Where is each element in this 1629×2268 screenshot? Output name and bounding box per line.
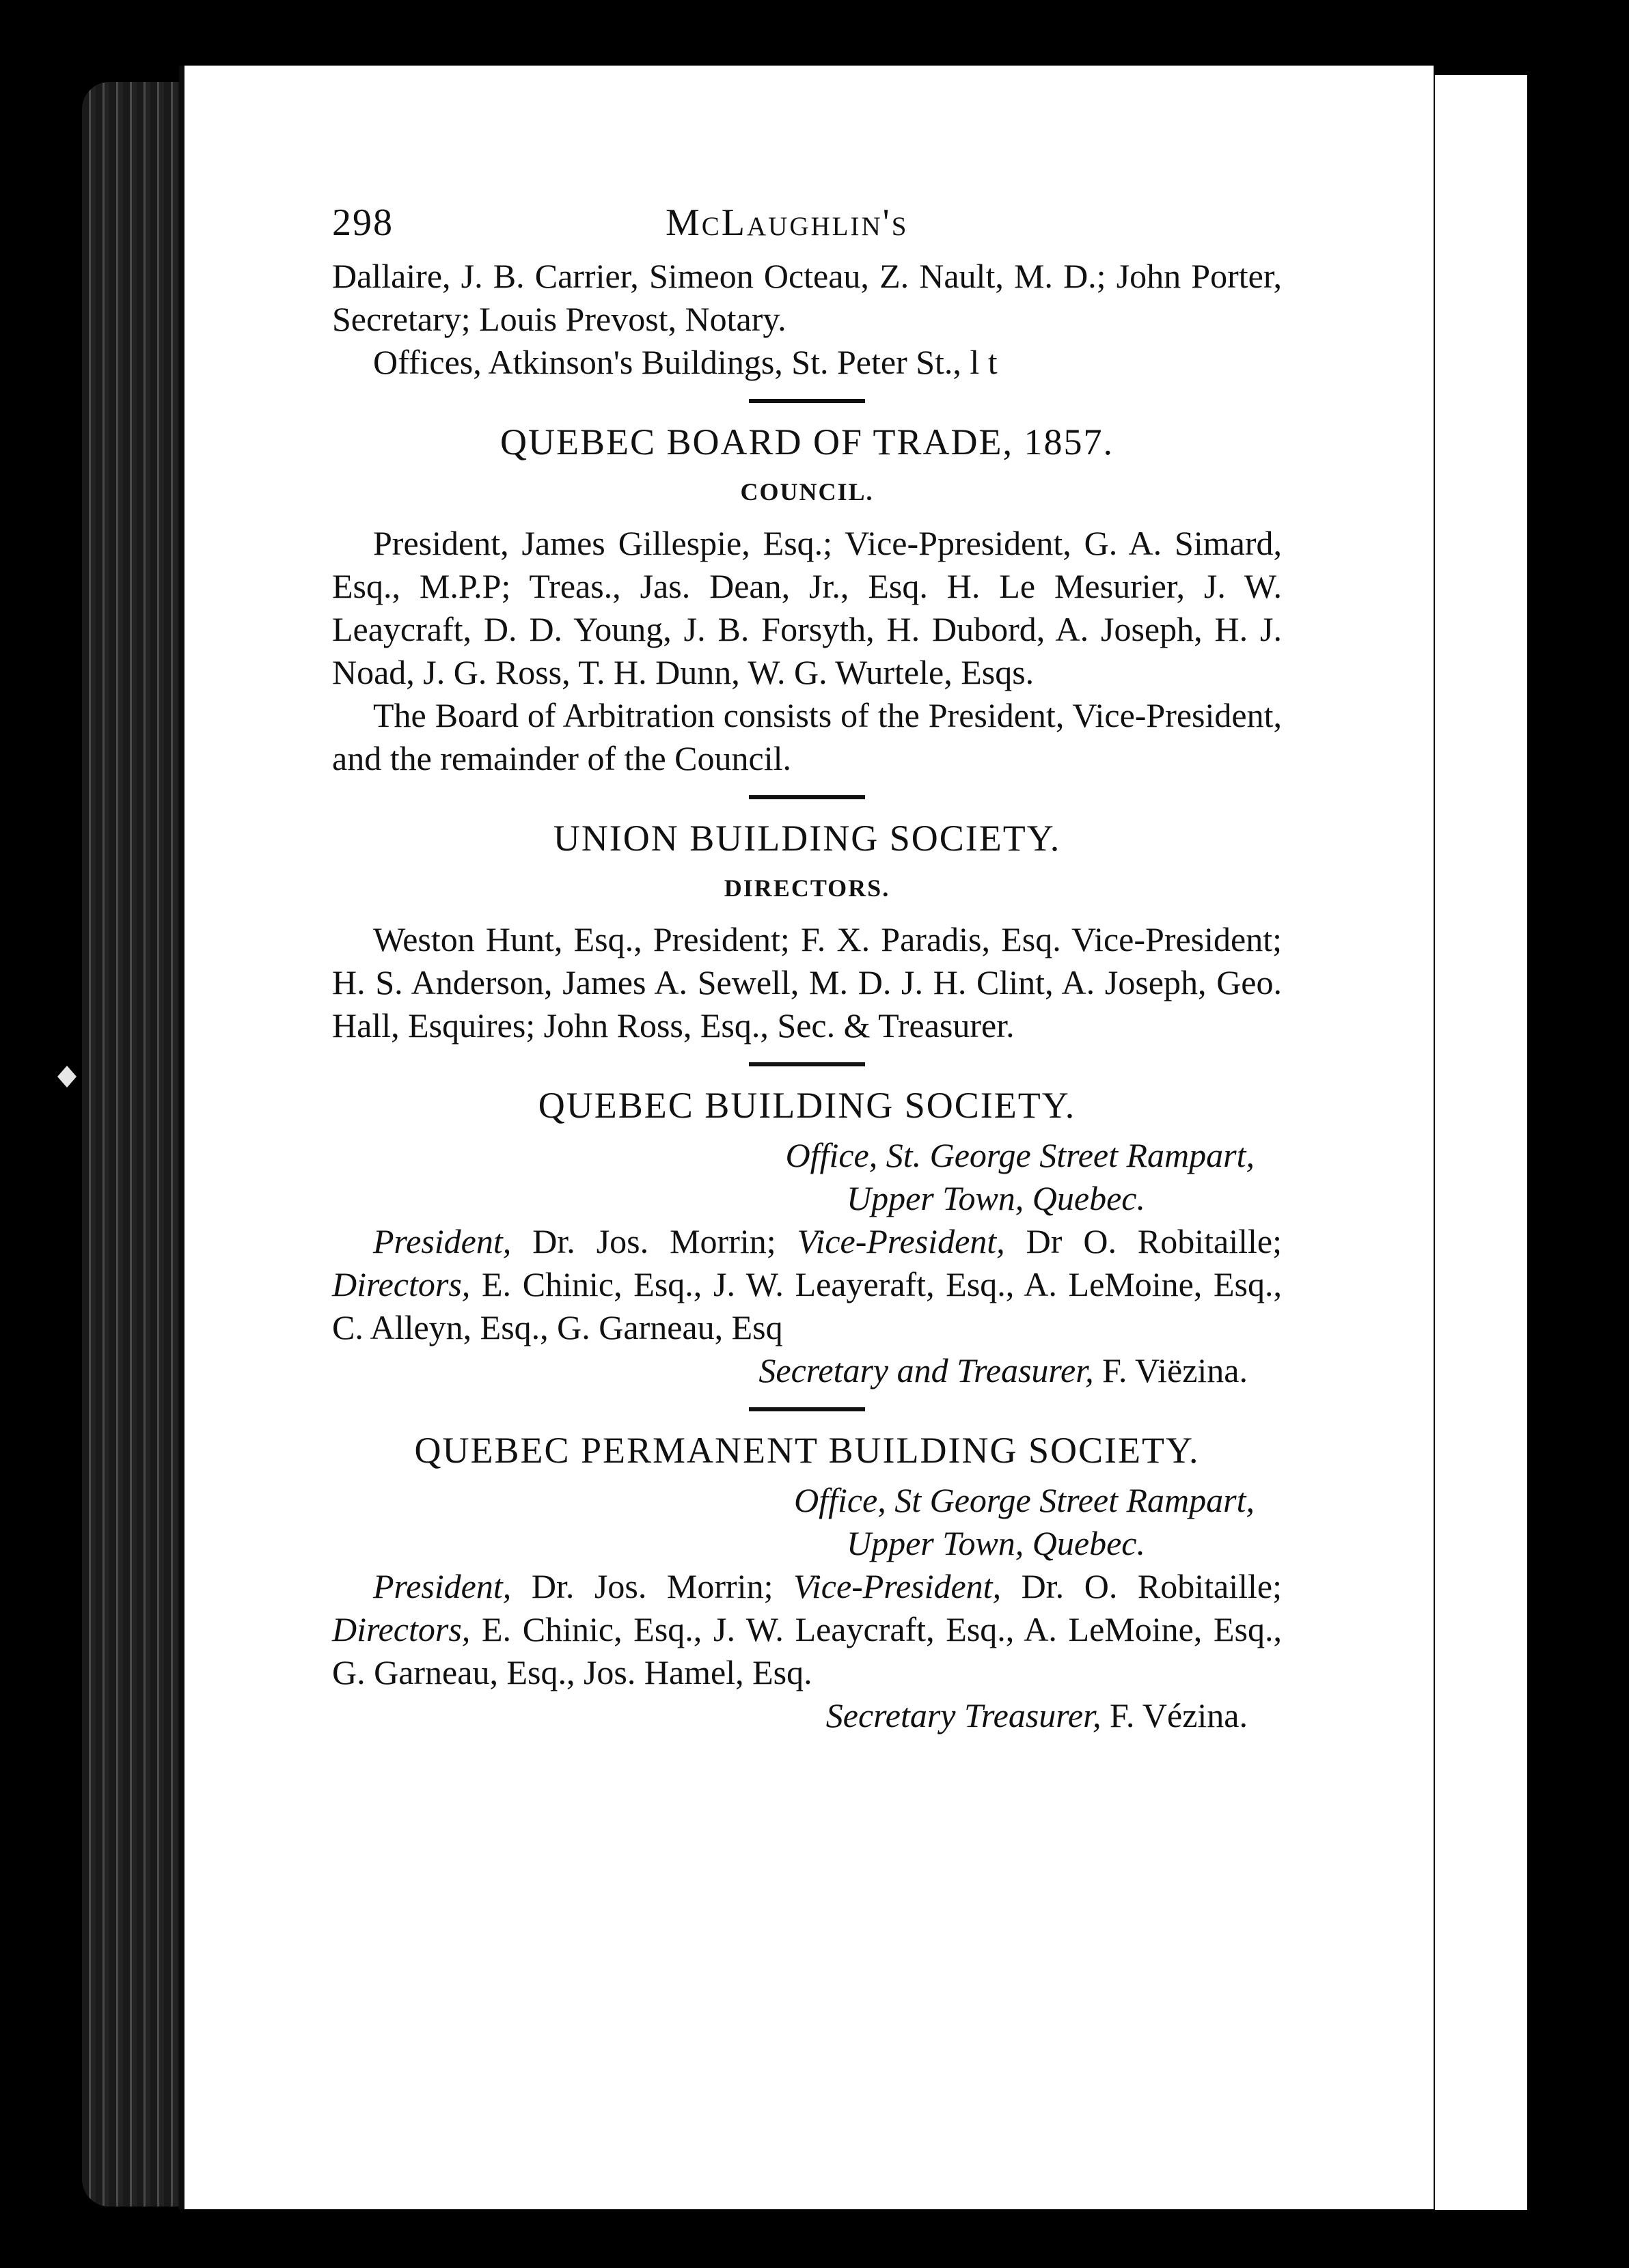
board-of-trade-subtitle: COUNCIL.: [740, 478, 874, 506]
section-divider: [749, 399, 865, 403]
vice-president-label: Vice-President,: [793, 1567, 1002, 1605]
section-divider: [749, 1407, 865, 1411]
quebec-building-secretary: [332, 1349, 1282, 1392]
page-number: 298: [332, 202, 394, 244]
office-label: Office,: [794, 1481, 886, 1519]
intro-offices: Offices, Atkinson's Buildings, St. Peter St., l t: [373, 343, 998, 381]
president-name: Dr. Jos. Morrin;: [531, 1567, 774, 1605]
running-title: McLaughlin's: [666, 202, 909, 244]
page-header: [332, 195, 1282, 255]
quebec-building-office: [332, 1134, 1282, 1177]
vice-president-name: Dr. O. Robitaille;: [1021, 1567, 1282, 1605]
directors-label: Directors,: [332, 1265, 471, 1303]
office-line2: Upper Town, Quebec.: [846, 1524, 1145, 1562]
section-divider: [749, 1062, 865, 1066]
office-line1: St George Street Rampart,: [894, 1481, 1255, 1519]
union-building-directors: Weston Hunt, Esq., President; F. X. Paradis, Esq. Vice-President; H. S. Anderson, James A. Sewell, M. D. J. H. Clint, A. Joseph, Geo. Hall, Esquires; John Ross, Esq., Sec. & Treasurer.: [332, 920, 1282, 1045]
secretary-name: F. Viëzina.: [1102, 1351, 1248, 1389]
directors-label: Directors,: [332, 1610, 471, 1648]
quebec-building-title: QUEBEC BUILDING SOCIETY.: [538, 1085, 1076, 1126]
facing-page-edge: [1435, 75, 1527, 2210]
president-name: Dr. Jos. Morrin;: [532, 1222, 776, 1260]
section-divider: [749, 795, 865, 799]
office-label: Office,: [785, 1136, 878, 1174]
quebec-permanent-officers: [332, 1565, 1282, 1694]
book-page-edges: [82, 82, 184, 2207]
secretary-label: Secretary Treasurer,: [825, 1696, 1101, 1734]
vice-president-name: Dr O. Robitaille;: [1026, 1222, 1283, 1260]
intro-paragraph: Dallaire, J. B. Carrier, Simeon Octeau, Z. Nault, M. D.; John Porter, Secretary; Louis Prevost, Notary.: [332, 257, 1282, 338]
quebec-permanent-office-line2: [332, 1522, 1282, 1565]
president-label: President,: [373, 1222, 512, 1260]
office-line2: Upper Town, Quebec.: [846, 1179, 1145, 1217]
union-building-title: UNION BUILDING SOCIETY.: [553, 818, 1061, 859]
directors-names: E. Chinic, Esq., J. W. Leayeraft, Esq., A. LeMoine, Esq., C. Alleyn, Esq., G. Garneau, Esq: [332, 1265, 1283, 1346]
quebec-permanent-office: [332, 1479, 1282, 1522]
quebec-permanent-secretary: [332, 1694, 1282, 1737]
president-label: President,: [373, 1567, 512, 1605]
vice-president-label: Vice-President,: [797, 1222, 1005, 1260]
quebec-permanent-title: QUEBEC PERMANENT BUILDING SOCIETY.: [414, 1430, 1200, 1471]
board-of-trade-arbitration: The Board of Arbitration consists of the President, Vice-President, and the remainder of the Council.: [332, 696, 1282, 777]
scan-mark: [57, 1066, 77, 1088]
directors-names: E. Chinic, Esq., J. W. Leaycraft, Esq., A. LeMoine, Esq., G. Garneau, Esq., Jos. Hamel, Esq.: [332, 1610, 1283, 1691]
quebec-building-officers: [332, 1220, 1282, 1349]
board-of-trade-title: QUEBEC BOARD OF TRADE, 1857.: [499, 421, 1114, 462]
page-content: [332, 195, 1282, 1737]
union-building-subtitle: DIRECTORS.: [724, 874, 890, 902]
board-of-trade-council: President, James Gillespie, Esq.; Vice-Ppresident, G. A. Simard, Esq., M.P.P; Treas., Jas. Dean, Jr., Esq. H. Le Mesurier, J. W. Leaycraft, D. D. Young, J. B. Forsyth, H. Dubord, A. Joseph, H. J. Noad, J. G. Ross, T. H. Dunn, W. G. Wurtele, Esqs.: [332, 524, 1282, 691]
quebec-building-office-line2: [332, 1177, 1282, 1220]
office-line1: St. George Street Rampart,: [886, 1136, 1255, 1174]
secretary-name: F. Vézina.: [1110, 1696, 1248, 1734]
secretary-label: Secretary and Treasurer,: [758, 1351, 1094, 1389]
